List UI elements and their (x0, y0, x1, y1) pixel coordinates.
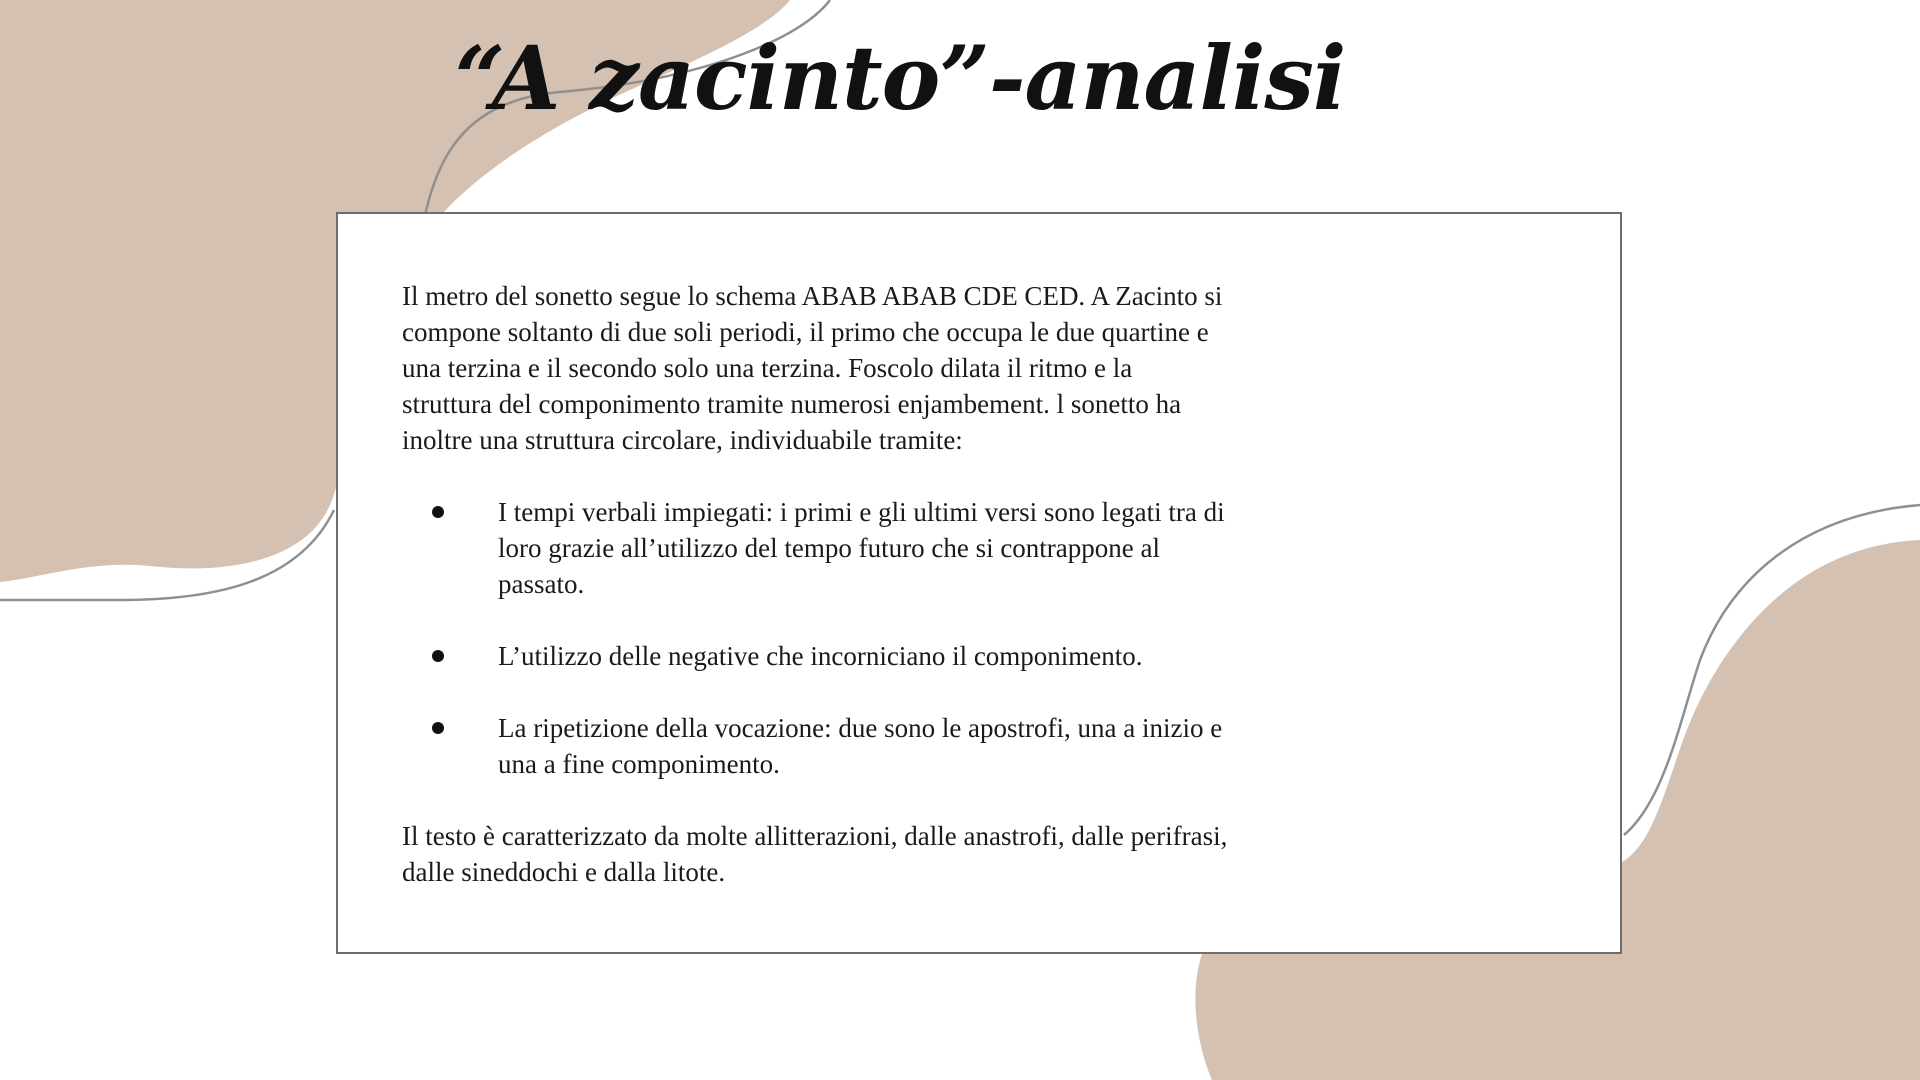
bullet-list (402, 494, 1228, 782)
list-item (402, 710, 1228, 782)
list-item-text: I tempi verbali impiegati: i primi e gli ultimi versi sono legati tra di loro grazie all’utilizzo del tempo futuro che si contrappone al passato. (498, 497, 1225, 599)
slide-title: “A zacinto”-analisi (454, 26, 1346, 130)
intro-paragraph: Il metro del sonetto segue lo schema ABAB ABAB CDE CED. A Zacinto si compone soltanto di due soli periodi, il primo che occupa le due quartine e una terzina e il secondo solo una terzina. Foscolo dilata il ritmo e la struttura del componimento tramite numerosi enjambement. l sonetto ha inoltre una struttura circolare, individuabile tramite: (402, 281, 1223, 455)
bullet-icon (432, 506, 444, 518)
list-item (402, 494, 1228, 602)
list-item-text: La ripetizione della vocazione: due sono le apostrofi, una a inizio e una a fine componimento. (498, 713, 1223, 779)
conclusion-paragraph: Il testo è caratterizzato da molte allitterazioni, dalle anastrofi, dalle perifrasi, dalle sineddochi e dalla litote. (402, 821, 1228, 887)
bullet-icon (432, 722, 444, 734)
content-box (336, 212, 1622, 954)
bullet-icon (432, 650, 444, 662)
list-item-text: L’utilizzo delle negative che incorniciano il componimento. (498, 641, 1143, 671)
list-item (402, 638, 1228, 674)
content-text (402, 278, 1228, 890)
